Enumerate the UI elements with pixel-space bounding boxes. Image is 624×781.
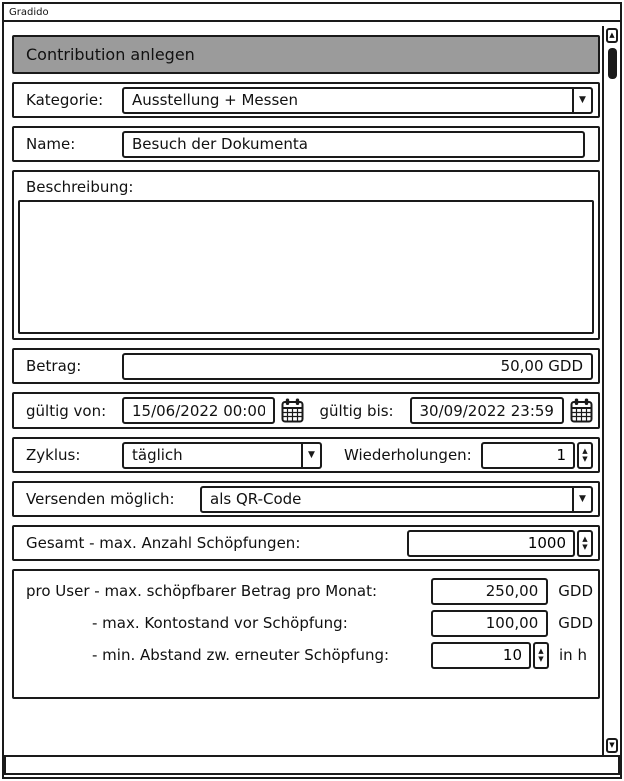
kategorie-row	[12, 82, 600, 118]
gueltig-bis-label: gültig bis:	[319, 401, 394, 420]
kategorie-select[interactable]	[122, 87, 593, 114]
scrollbar-thumb[interactable]	[608, 48, 617, 79]
prouser-abstand-label: - min. Abstand zw. erneuter Schöpfung:	[92, 646, 390, 664]
prouser-abstand-stepper-buttons[interactable]	[533, 642, 549, 669]
prouser-line-kontostand	[26, 607, 593, 639]
name-label: Name:	[26, 135, 76, 153]
beschreibung-group	[12, 170, 600, 340]
window	[2, 2, 622, 779]
calendar-icon	[281, 398, 304, 423]
stepper-up-icon[interactable]: ▲	[582, 535, 588, 543]
contribution-form	[12, 35, 600, 699]
window-title: Gradido	[9, 6, 49, 18]
scroll-down-icon: ▼	[609, 741, 615, 749]
stepper-down-icon[interactable]: ▼	[582, 455, 588, 463]
betrag-label: Betrag:	[26, 357, 82, 375]
wiederholungen-stepper	[481, 442, 593, 469]
prouser-betrag-input[interactable]	[431, 578, 548, 605]
gueltig-row	[12, 392, 600, 429]
betrag-row	[12, 348, 600, 384]
prouser-betrag-unit: GDD	[558, 582, 593, 600]
gueltig-von-input[interactable]	[122, 397, 275, 424]
gueltig-von-label: gültig von:	[26, 401, 107, 420]
gueltig-bis-calendar-button[interactable]	[570, 398, 593, 423]
name-row	[12, 126, 600, 162]
window-titlebar	[4, 4, 620, 22]
prouser-abstand-unit: in h	[559, 646, 587, 664]
gesamt-stepper-buttons[interactable]	[577, 530, 593, 557]
prouser-kontostand-input[interactable]	[431, 610, 548, 637]
window-body	[4, 24, 620, 755]
wiederholungen-stepper-buttons[interactable]	[577, 442, 593, 469]
chevron-down-icon: ▼	[572, 488, 591, 511]
beschreibung-textarea[interactable]	[18, 200, 594, 334]
zyklus-select[interactable]	[122, 442, 322, 469]
calendar-icon	[570, 398, 593, 423]
gesamt-label: Gesamt - max. Anzahl Schöpfungen:	[26, 534, 301, 552]
kategorie-label: Kategorie:	[26, 91, 104, 109]
name-input[interactable]	[122, 131, 585, 158]
prouser-abstand-stepper	[431, 642, 549, 669]
kategorie-selected-value: Ausstellung + Messen	[132, 91, 299, 109]
wiederholungen-label: Wiederholungen:	[344, 446, 472, 464]
panel-title: Contribution anlegen	[26, 45, 195, 64]
gueltig-bis-input[interactable]	[410, 397, 564, 424]
stepper-up-icon[interactable]: ▲	[538, 647, 544, 655]
scroll-down-button[interactable]	[606, 738, 618, 753]
chevron-down-icon: ▼	[301, 444, 320, 467]
versenden-row	[12, 481, 600, 517]
prouser-abstand-input[interactable]	[431, 642, 531, 669]
gesamt-input[interactable]	[407, 530, 575, 557]
scroll-up-icon: ▲	[609, 31, 615, 39]
prouser-group	[12, 569, 600, 699]
zyklus-selected-value: täglich	[132, 446, 183, 464]
versenden-selected-value: als QR-Code	[210, 490, 302, 508]
versenden-select[interactable]	[200, 486, 593, 513]
gesamt-stepper	[407, 530, 593, 557]
stepper-down-icon[interactable]: ▼	[538, 655, 544, 663]
zyklus-row	[12, 437, 600, 473]
prouser-kontostand-unit: GDD	[558, 614, 593, 632]
chevron-down-icon: ▼	[572, 89, 591, 112]
vertical-scrollbar[interactable]	[602, 26, 619, 755]
gueltig-von-calendar-button[interactable]	[281, 398, 304, 423]
stepper-up-icon[interactable]: ▲	[582, 447, 588, 455]
prouser-line-abstand	[26, 639, 593, 671]
wiederholungen-input[interactable]	[481, 442, 575, 469]
versenden-label: Versenden möglich:	[26, 490, 175, 508]
scroll-up-button[interactable]	[606, 28, 618, 43]
zyklus-label: Zyklus:	[26, 446, 81, 464]
window-footer-bar	[4, 755, 620, 775]
panel-header	[12, 35, 600, 74]
prouser-kontostand-label: - max. Kontostand vor Schöpfung:	[92, 614, 348, 632]
betrag-input[interactable]	[122, 353, 593, 380]
stepper-down-icon[interactable]: ▼	[582, 543, 588, 551]
gesamt-row	[12, 525, 600, 561]
beschreibung-label: Beschreibung:	[26, 178, 134, 196]
prouser-line-betrag	[26, 575, 593, 607]
prouser-betrag-label: pro User - max. schöpfbarer Betrag pro Monat:	[26, 582, 378, 600]
